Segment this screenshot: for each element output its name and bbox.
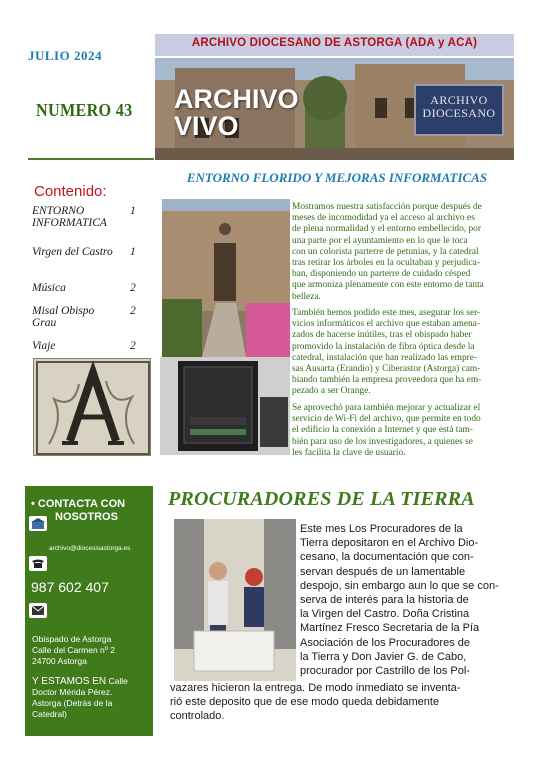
also-line1: Calle	[108, 676, 128, 686]
article2-heading: PROCURADORES DE LA TIERRA	[168, 488, 475, 510]
text-line: una parte por el ayuntamiento en lo que le toca	[292, 235, 468, 246]
text-line: vicios informáticos el archivo que estaban amena-	[292, 319, 480, 330]
toc-label: Misal Obispo Grau	[32, 305, 95, 329]
text-line: Martínez Fresco Secretaria de la Pía	[300, 622, 480, 635]
text-line: sas Ausarta (Erandio) y Ciberastor (Astorga) cam-	[292, 364, 481, 375]
header-divider	[28, 158, 154, 160]
text-line: vazares hicieron la entrega. De modo inmediato se inventa-	[170, 682, 461, 694]
photo-procurators-delivery	[174, 519, 296, 681]
also-located	[32, 676, 152, 720]
article1-paragraph1	[292, 202, 512, 303]
rack-illustration	[160, 357, 290, 455]
also-heading: Y ESTAMOS EN	[32, 676, 107, 687]
text-line: cesano, la documentación que con-	[300, 551, 474, 564]
text-line: biando también la empresa proveedora que ha em-	[292, 375, 482, 386]
building-icon	[29, 516, 47, 531]
address-line3: 24700 Astorga	[32, 656, 87, 666]
text-line: catedral, instalación que han realizado las empre-	[292, 352, 478, 363]
newsletter-title-line2: VIVO	[174, 111, 239, 141]
text-line: que armoniza plenamente con este entorno de tanta	[292, 280, 484, 291]
toc-entry[interactable]	[32, 340, 154, 354]
text-line: procurador por Castrillo de los Pol-	[300, 665, 470, 678]
toc-entry[interactable]	[32, 246, 154, 272]
text-line: con un colorista parterre de petunias, y la catedral	[292, 246, 479, 257]
toc-label: Viaje	[32, 340, 56, 352]
text-line: serva de interés para la historia de	[300, 594, 469, 607]
text-line: de plena normalidad y el entorno embellecido, por	[292, 224, 481, 235]
also-line2: Doctor Mérida Pérez.	[32, 687, 113, 697]
toc-page: 2	[130, 340, 136, 352]
contact-email[interactable]: archivo@diocesisastorga.es	[49, 545, 131, 552]
text-line: Mostramos nuestra satisfacción porque después de	[292, 202, 482, 212]
newsletter-title	[174, 86, 299, 140]
text-line: zados de hacerse inútiles, tras el obispado haber	[292, 330, 472, 341]
issue-number: NUMERO 43	[36, 100, 133, 120]
article2-body-wide	[170, 681, 512, 724]
newsletter-title-line1: ARCHIVO	[174, 84, 299, 114]
text-line: promovido la instalación de fibra óptica desde la	[292, 341, 475, 352]
photo-church-garden	[162, 199, 290, 357]
church-illustration	[162, 199, 290, 357]
also-line4: Catedral)	[32, 709, 67, 719]
text-line: Este mes Los Procuradores de la	[300, 523, 463, 535]
text-line: belleza.	[292, 291, 321, 302]
text-line: servicio de Wi-Fi del archivo, que permite en todo	[292, 414, 481, 425]
article2-body-narrow	[300, 522, 512, 678]
text-line: ban, disponiendo un parterre de cuidado césped	[292, 269, 471, 280]
text-line: servan después de un lamentable	[300, 565, 466, 578]
phone-icon	[29, 556, 47, 571]
also-line3: Astorga (Detrás de la	[32, 698, 113, 708]
woodcut-initial-a	[33, 358, 151, 456]
contact-heading-line1: • CONTACTA CON	[31, 498, 126, 510]
contact-address	[32, 634, 115, 667]
text-line: Asociación de los Procuradores de	[300, 636, 470, 649]
article1-paragraph2	[292, 308, 512, 398]
text-line: bién para uso de los investigadores, a quienes se	[292, 436, 473, 447]
text-line: el edificio la conexión a Internet y que está tam-	[292, 425, 473, 436]
toc-page: 2	[130, 305, 136, 317]
plaque-line2: DIOCESANO	[422, 106, 496, 120]
toc-entry[interactable]	[32, 282, 154, 296]
text-line: les facilita la clave de usuario.	[292, 447, 406, 458]
article1-paragraph3	[292, 403, 512, 459]
envelope-icon	[29, 603, 47, 618]
text-line: También hemos podido este mes, asegurar los ser-	[292, 308, 481, 318]
text-line: Tierra depositaron en el Archivo Dio-	[300, 537, 479, 550]
text-line: rió este deposito que de ese modo queda debidamente	[170, 696, 440, 709]
toc-entry[interactable]	[32, 305, 154, 331]
text-line: meses de incomodidad ya el acceso al archivo es	[292, 213, 475, 224]
address-line1: Obispado de Astorga	[32, 634, 112, 644]
initial-a-illustration	[34, 359, 151, 456]
people-illustration	[174, 519, 296, 681]
text-line: controlado.	[170, 710, 225, 723]
toc-page: 1	[130, 205, 136, 217]
text-line: Se aprovechó para también mejorar y actualizar el	[292, 403, 481, 413]
archive-plaque-text	[414, 94, 504, 120]
address-line2: Calle del Carmen nº 2	[32, 645, 115, 655]
contact-heading-line2: NOSOTROS	[55, 511, 118, 523]
section-banner: ENTORNO FLORIDO Y MEJORAS INFORMATICAS	[186, 170, 488, 185]
toc-page: 2	[130, 282, 136, 294]
issue-month: JULIO 2024	[28, 48, 102, 63]
contents-title: Contenido:	[34, 183, 107, 200]
photo-network-rack	[160, 357, 290, 455]
contact-heading	[31, 498, 151, 524]
toc-label: ENTORNO INFORMATICA	[32, 205, 107, 229]
contact-phone[interactable]: 987 602 407	[31, 579, 109, 595]
text-line: tras retirar los árboles en la ocultaban y perjudica-	[292, 258, 480, 269]
masthead-title: ARCHIVO DIOCESANO DE ASTORGA (ADA y ACA)	[191, 37, 478, 49]
text-line: pezado a ser Orange.	[292, 386, 371, 397]
plaque-line1: ARCHIVO	[430, 93, 488, 107]
toc-label: Virgen del Castro	[32, 246, 113, 258]
toc-page: 1	[130, 246, 136, 258]
text-line: despojo, sin embargo aun lo que se con-	[300, 579, 499, 592]
text-line: la Tierra y Don Javier G. de Cabo,	[300, 650, 467, 663]
text-line: la Virgen del Castro. Doña Cristina	[300, 608, 470, 621]
toc-entry[interactable]	[32, 205, 154, 231]
toc-label: Música	[32, 282, 66, 294]
